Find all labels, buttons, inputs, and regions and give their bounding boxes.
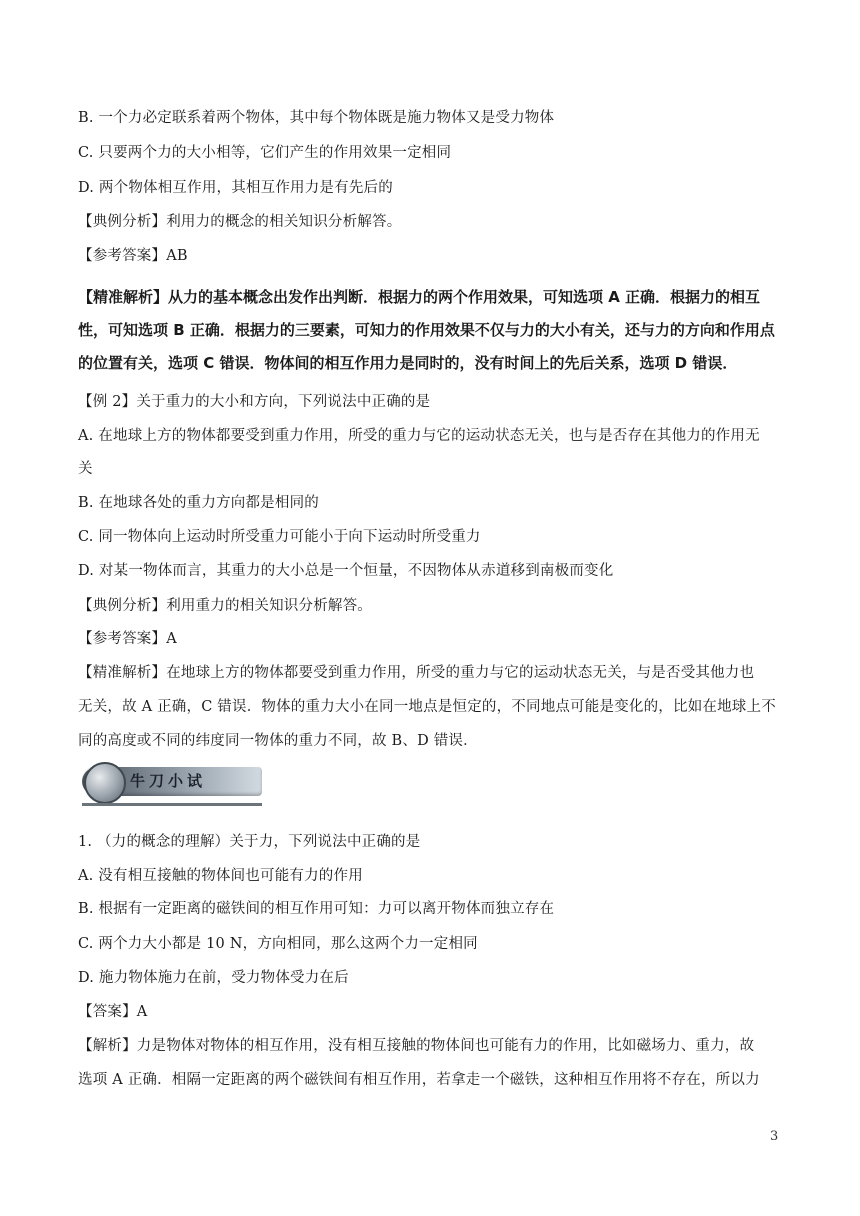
option-c-example1: C. 只要两个力的大小相等，它们产生的作用效果一定相同 [78, 145, 452, 161]
precise-analysis-example2-line1: 【精准解析】在地球上方的物体都要受到重力作用，所受的重力与它的运动状态无关，与是否受其他力也 [78, 665, 755, 681]
answer-example1: 【参考答案】AB [78, 248, 188, 264]
analysis-example2: 【典例分析】利用重力的相关知识分析解答。 [78, 598, 372, 614]
analysis-example1: 【典例分析】利用力的概念的相关知识分析解答。 [78, 214, 402, 230]
banner-underline [82, 803, 262, 806]
question1-option-a: A. 没有相互接触的物体间也可能有力的作用 [78, 868, 363, 884]
question1-title: 1. （力的概念的理解）关于力，下列说法中正确的是 [78, 834, 421, 850]
banner-title: 牛刀小试 [130, 772, 207, 790]
question1-explanation-line2: 选项 A 正确．相隔一定距离的两个磁铁间有相互作用，若拿走一个磁铁，这种相互作用将不存在，所以力 [78, 1072, 760, 1088]
answer-example2: 【参考答案】A [78, 631, 177, 647]
example2-option-c: C. 同一物体向上运动时所受重力可能小于向下运动时所受重力 [78, 529, 481, 545]
example2-option-d: D. 对某一物体而言，其重力的大小总是一个恒量，不因物体从赤道移到南极而变化 [78, 563, 614, 579]
precise-analysis-example1-line1: 【精准解析】从力的基本概念出发作出判断．根据力的两个作用效果，可知选项 A 正确．根据力的相互 [78, 288, 761, 306]
example2-option-a-line1: A. 在地球上方的物体都要受到重力作用，所受的重力与它的运动状态无关，也与是否存在其他力的作用无 [78, 428, 760, 444]
question1-option-d: D. 施力物体施力在前，受力物体受力在后 [78, 970, 349, 986]
option-b-example1: B. 一个力必定联系着两个物体，其中每个物体既是施力物体又是受力物体 [78, 110, 555, 126]
page-number: 3 [770, 1129, 779, 1144]
example2-title: 【例 2】关于重力的大小和方向，下列说法中正确的是 [78, 394, 431, 410]
example2-option-b: B. 在地球各处的重力方向都是相同的 [78, 495, 319, 511]
precise-analysis-example1-line3: 的位置有关，选项 C 错误．物体间的相互作用力是同时的，没有时间上的先后关系，选项 D 错误． [78, 354, 738, 372]
precise-analysis-example2-line2: 无关，故 A 正确，C 错误．物体的重力大小在同一地点是恒定的，不同地点可能是变化的，比如在地球上不 [78, 699, 776, 715]
section-banner [82, 766, 262, 808]
banner-emblem-icon [84, 762, 126, 804]
question1-option-b: B. 根据有一定距离的磁铁间的相互作用可知：力可以离开物体而独立存在 [78, 901, 555, 917]
question1-answer: 【答案】A [78, 1004, 148, 1020]
precise-analysis-example1-line2: 性，可知选项 B 正确．根据力的三要素，可知力的作用效果不仅与力的大小有关，还与力的方向和作用点 [78, 321, 775, 339]
question1-option-c: C. 两个力大小都是 10 N，方向相同，那么这两个力一定相同 [78, 936, 478, 952]
example2-option-a-line2: 关 [78, 461, 93, 477]
question1-explanation-line1: 【解析】力是物体对物体的相互作用，没有相互接触的物体间也可能有力的作用，比如磁场力、重力，故 [78, 1038, 755, 1054]
option-d-example1: D. 两个物体相互作用，其相互作用力是有先后的 [78, 180, 393, 196]
precise-analysis-example2-line3: 同的高度或不同的纬度同一物体的重力不同，故 B、D 错误． [78, 733, 478, 749]
